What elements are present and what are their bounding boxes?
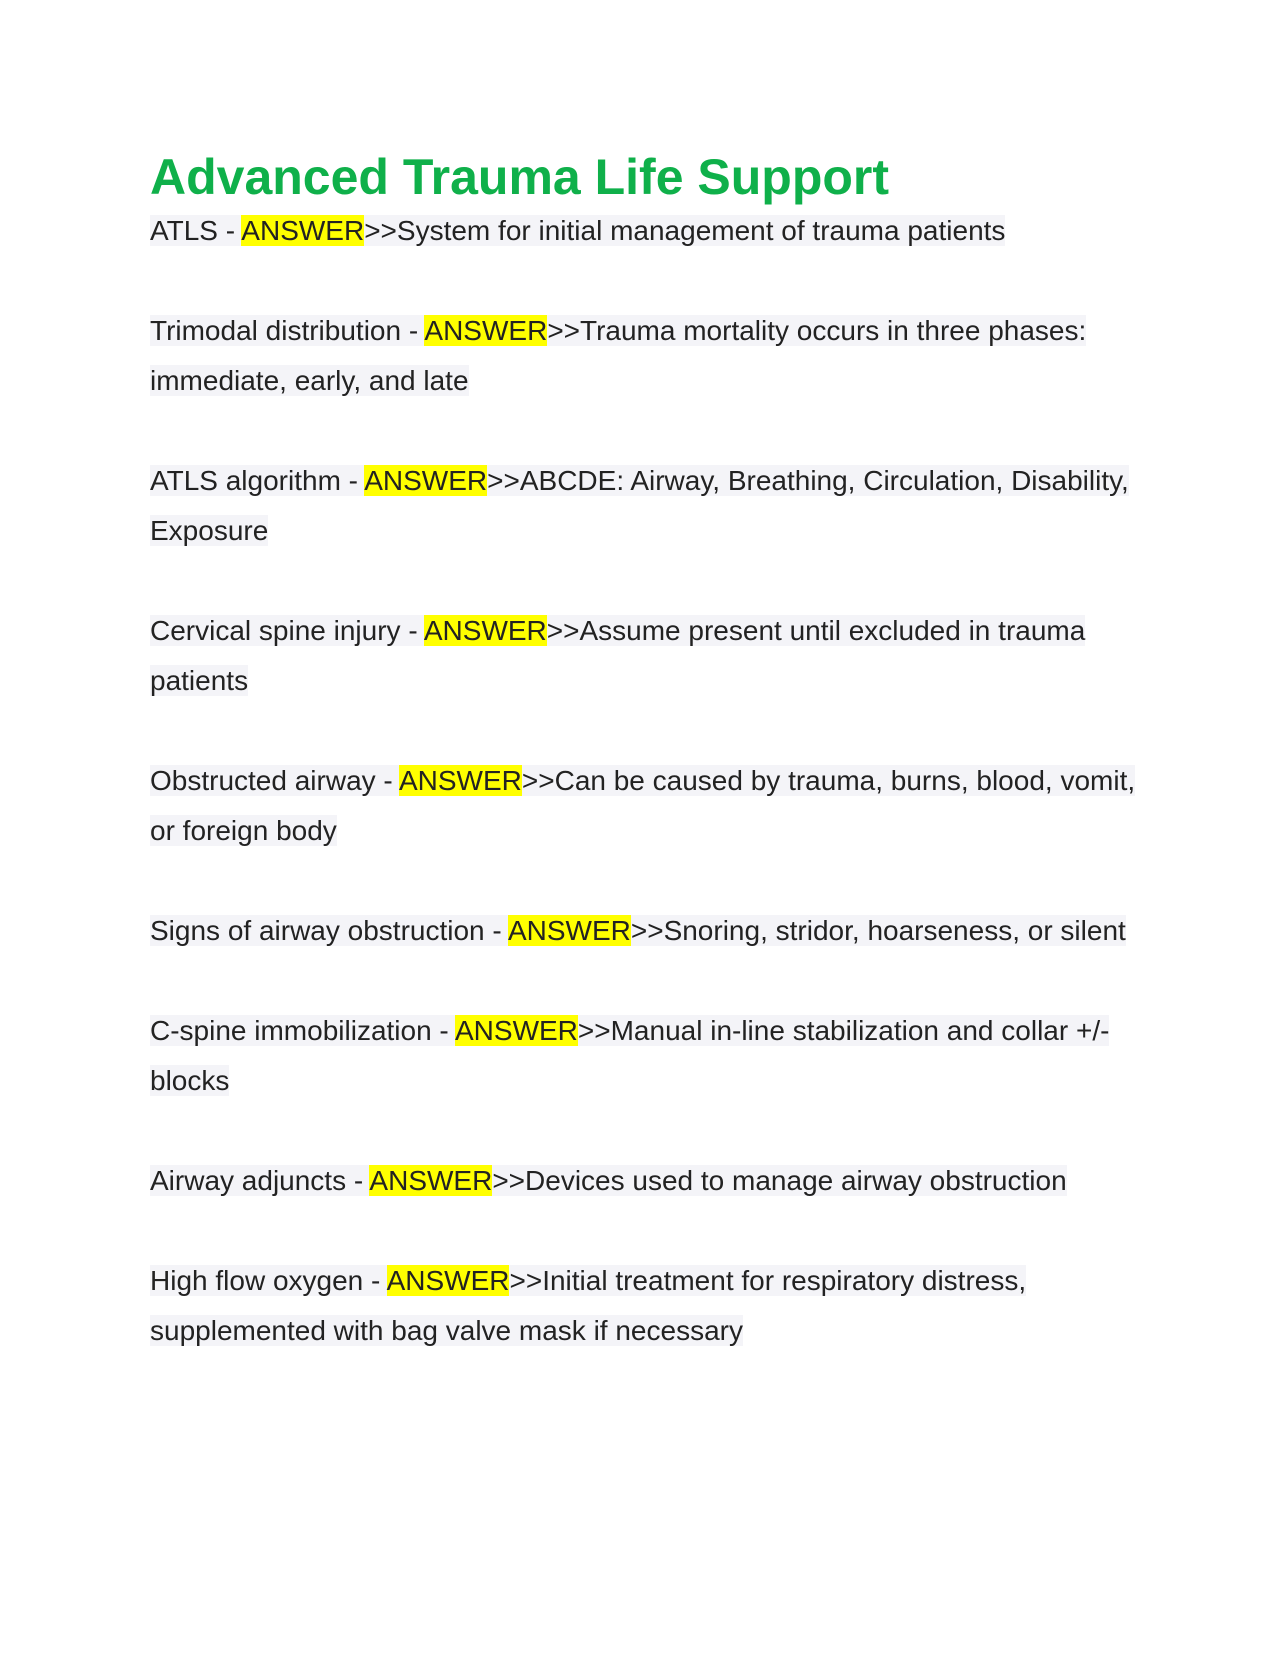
entry-definition: >>Assume present until excluded in trauma patients	[150, 615, 1086, 696]
entry-definition: >>ABCDE: Airway, Breathing, Circulation, Disability, Exposure	[150, 465, 1129, 546]
entry-term: High flow oxygen -	[150, 1265, 387, 1296]
entry-term: ATLS -	[150, 215, 242, 246]
answer-highlight: ANSWER	[507, 915, 631, 946]
qa-entry	[150, 756, 1150, 856]
answer-highlight: ANSWER	[423, 615, 547, 646]
entry-definition: >>Snoring, stridor, hoarseness, or silent	[630, 915, 1126, 946]
document-title: Advanced Trauma Life Support	[150, 149, 890, 205]
answer-highlight: ANSWER	[424, 315, 548, 346]
entry-term: C-spine immobilization -	[150, 1015, 455, 1046]
entry-definition: >>Devices used to manage airway obstruction	[492, 1165, 1067, 1196]
entry-definition: >>Manual in-line stabilization and collar +/- blocks	[150, 1015, 1110, 1096]
qa-entry	[150, 1156, 1150, 1206]
document-page	[150, 148, 1150, 1356]
qa-entry	[150, 1006, 1150, 1106]
qa-entry	[150, 206, 1150, 256]
answer-highlight: ANSWER	[369, 1165, 493, 1196]
entry-term: Signs of airway obstruction -	[150, 915, 508, 946]
answer-highlight: ANSWER	[364, 465, 488, 496]
entry-definition: >>Can be caused by trauma, burns, blood, vomit, or foreign body	[150, 765, 1136, 846]
answer-highlight: ANSWER	[386, 1265, 510, 1296]
entry-term: Airway adjuncts -	[150, 1165, 370, 1196]
qa-entry	[150, 1256, 1150, 1356]
qa-list	[150, 206, 1150, 1356]
qa-entry	[150, 306, 1150, 406]
entry-term: Trimodal distribution -	[150, 315, 425, 346]
qa-entry	[150, 906, 1150, 956]
entry-term: Obstructed airway -	[150, 765, 399, 796]
entry-term: ATLS algorithm -	[150, 465, 365, 496]
entry-definition: >>System for initial management of trauma patients	[364, 215, 1006, 246]
answer-highlight: ANSWER	[241, 215, 365, 246]
qa-entry	[150, 456, 1150, 556]
entry-definition: >>Initial treatment for respiratory distress, supplemented with bag valve mask if necessary	[150, 1265, 1027, 1346]
answer-highlight: ANSWER	[455, 1015, 578, 1046]
qa-entry	[150, 606, 1150, 706]
answer-highlight: ANSWER	[398, 765, 522, 796]
entry-definition: >>Trauma mortality occurs in three phases: immediate, early, and late	[150, 315, 1087, 396]
entry-term: Cervical spine injury -	[150, 615, 424, 646]
